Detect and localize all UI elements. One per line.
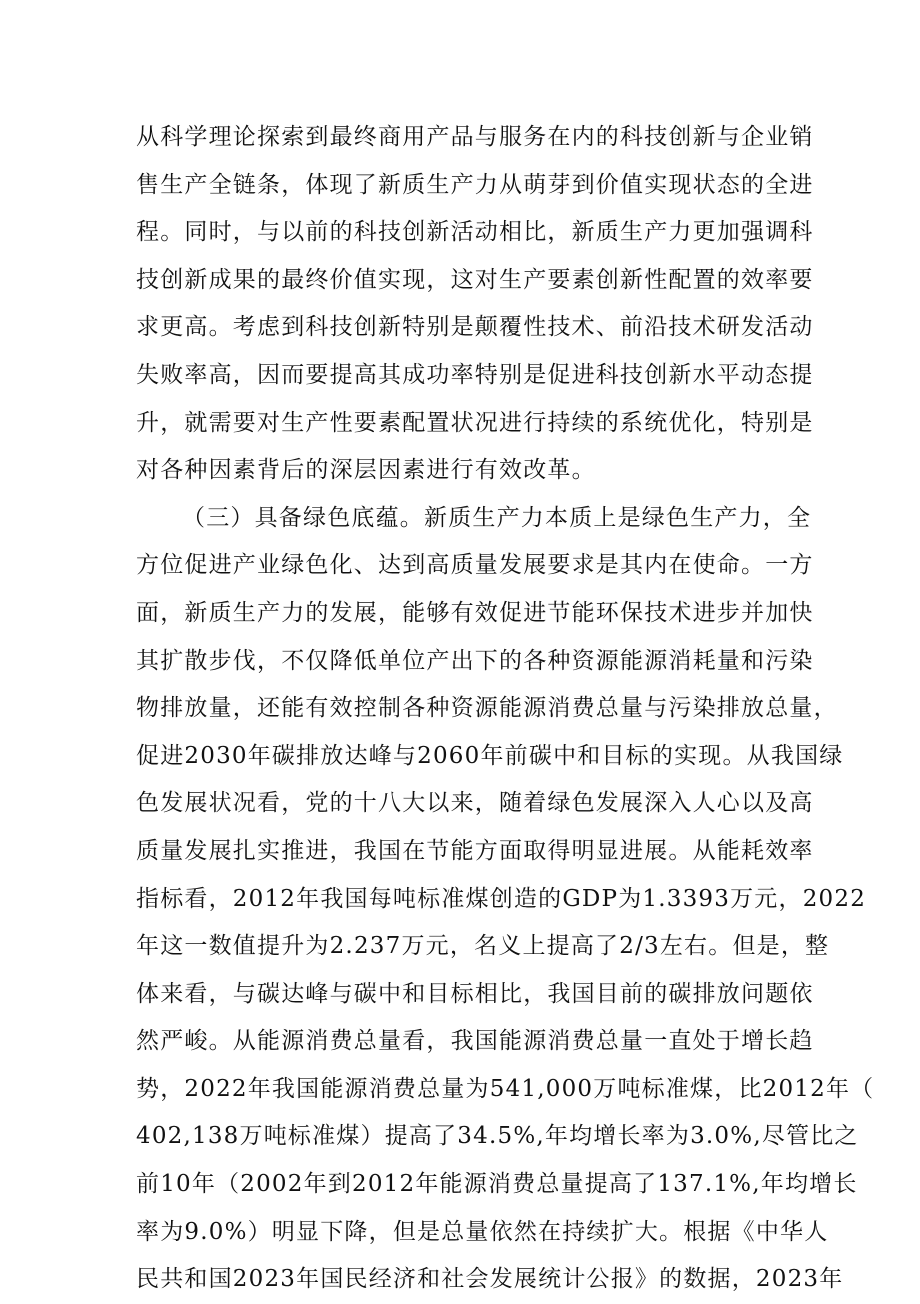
paragraph-line: 升，就需要对生产性要素配置状况进行持续的系统优化，特别是 — [136, 409, 814, 436]
paragraph-line: 前10年（2002年到2012年能源消费总量提高了137.1%,年均增长 — [136, 1171, 858, 1198]
paragraph-line: 售生产全链条，体现了新质生产力从萌芽到价值实现状态的全进 — [136, 171, 814, 198]
paragraph-line: 体来看，与碳达峰与碳中和目标相比，我国目前的碳排放问题依 — [136, 980, 814, 1007]
paragraph-line: 民共和国2023年国民经济和社会发展统计公报》的数据，2023年 — [136, 1266, 844, 1293]
paragraph-line: 从科学理论探索到最终商用产品与服务在内的科技创新与企业销 — [136, 124, 814, 150]
paragraph-line: 失败率高，因而要提高其成功率特别是促进科技创新水平动态提 — [136, 361, 814, 388]
paragraph-line: 程。同时，与以前的科技创新活动相比，新质生产力更加强调科 — [136, 219, 814, 246]
paragraph-line: 方位促进产业绿色化、达到高质量发展要求是其内在使命。一方 — [136, 552, 814, 579]
paragraph-1 — [136, 114, 814, 495]
section-heading-line: （三）具备绿色底蕴。新质生产力本质上是绿色生产力，全 — [182, 504, 812, 531]
paragraph-line: 色发展状况看，党的十八大以来，随着绿色发展深入人心以及高 — [136, 790, 814, 817]
body-text — [136, 114, 875, 1304]
paragraph-line: 物排放量，还能有效控制各种资源能源消费总量与污染排放总量， — [136, 695, 838, 722]
paragraph-line: 促进2030年碳排放达峰与2060年前碳中和目标的实现。从我国绿 — [136, 742, 844, 769]
paragraph-line: 指标看，2012年我国每吨标准煤创造的GDP为1.3393万元，2022 — [136, 885, 867, 912]
paragraph-line: 势，2022年我国能源消费总量为541,000万吨标准煤，比2012年（ — [136, 1075, 875, 1102]
paragraph-line: 402,138万吨标准煤）提高了34.5%,年均增长率为3.0%,尽管比之 — [136, 1123, 859, 1150]
paragraph-line: 其扩散步伐，不仅降低单位产出下的各种资源能源消耗量和污染 — [136, 647, 814, 674]
paragraph-line: 率为9.0%）明显下降，但是总量依然在持续扩大。根据《中华人 — [136, 1218, 829, 1245]
paragraph-line: 年这一数值提升为2.237万元，名义上提高了2/3左右。但是，整 — [136, 933, 830, 960]
paragraph-line-last: 对各种因素背后的深层因素进行有效改革。 — [136, 457, 596, 484]
paragraph-line: 技创新成果的最终价值实现，这对生产要素创新性配置的效率要 — [136, 266, 814, 293]
paragraph-line: 质量发展扎实推进，我国在节能方面取得明显进展。从能耗效率 — [136, 837, 814, 864]
paragraph-2 — [136, 495, 875, 1304]
paragraph-line: 面，新质生产力的发展，能够有效促进节能环保技术进步并加快 — [136, 599, 814, 626]
paragraph-line: 求更高。考虑到科技创新特别是颠覆性技术、前沿技术研发活动 — [136, 314, 814, 341]
paragraph-line: 然严峻。从能源消费总量看，我国能源消费总量一直处于增长趋 — [136, 1028, 814, 1055]
